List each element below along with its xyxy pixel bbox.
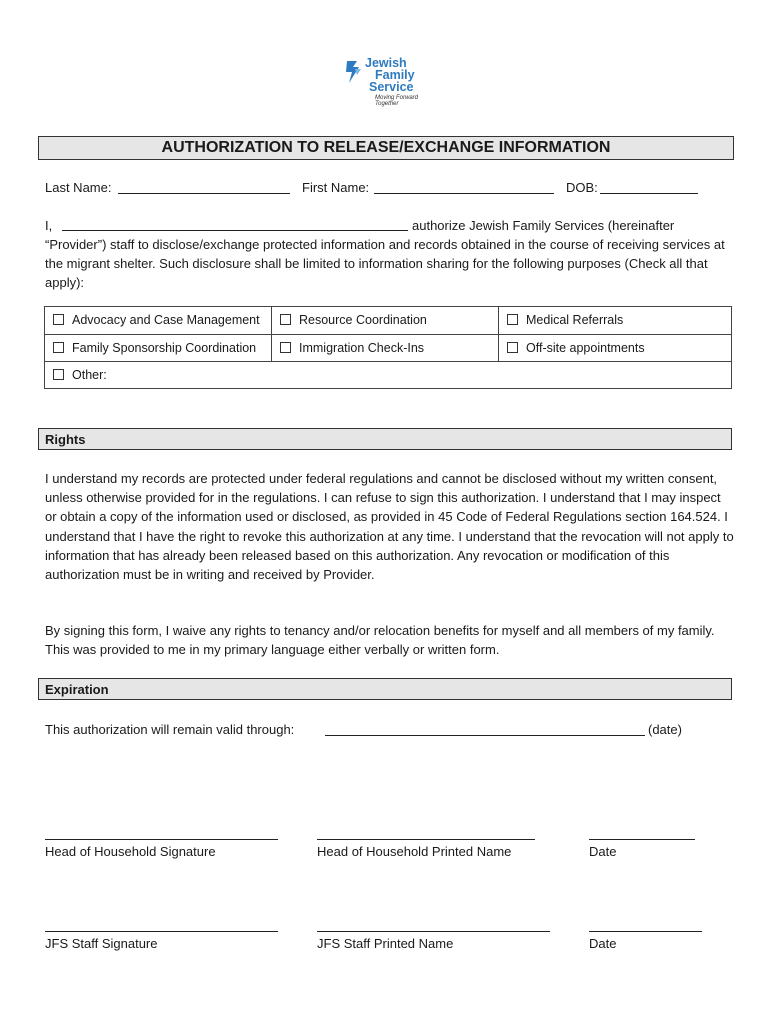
- rights-heading: Rights: [38, 428, 732, 450]
- logo-line-2: Family: [375, 68, 415, 82]
- intro-paragraph: “Provider”) staff to disclose/exchange protected information and records obtained in the course of receiving services at the migrant shelter. Such disclosure shall be limited to information sharing for the following purposes (Check all that apply):: [45, 237, 725, 291]
- checkbox-icon[interactable]: [507, 314, 518, 325]
- expiration-date-field[interactable]: [325, 735, 645, 736]
- dob-field[interactable]: [600, 193, 698, 194]
- logo-line-3: Service: [369, 80, 414, 94]
- staff-date-line[interactable]: [589, 931, 702, 932]
- first-name-field[interactable]: [374, 193, 554, 194]
- checkbox-icon[interactable]: [280, 342, 291, 353]
- dob-label: DOB:: [566, 180, 598, 195]
- logo-tagline: Moving Forward Together: [375, 95, 419, 107]
- hoh-date-label: Date: [589, 844, 617, 859]
- option-advocacy[interactable]: Advocacy and Case Management: [45, 307, 272, 335]
- intro-line-1: authorize Jewish Family Services (hereinafter: [412, 218, 675, 233]
- checkbox-icon[interactable]: [507, 342, 518, 353]
- rights-paragraph-2: By signing this form, I waive any rights to tenancy and/or relocation benefits for myself and all members of my family. This was provided to me in my primary language either verbally or written form.: [45, 623, 715, 658]
- jfs-logo: [343, 55, 433, 109]
- form-title: AUTHORIZATION TO RELEASE/EXCHANGE INFORMATION: [38, 136, 734, 160]
- checkbox-icon[interactable]: [280, 314, 291, 325]
- rights-paragraph-1: I understand my records are protected under federal regulations and cannot be disclosed without my written consent, unless otherwise provided for in the regulations. I can refuse to sign this authorization. I understand that I may inspect or obtain a copy of the information used or disclosed, as provided in 45 Code of Federal Regulations section 164.524. I understand that I have the right to revoke this authorization at any time. I understand that the revocation will not apply to information that has already been released based on this authorization. Any revocation or modification of this authorization must be in writing and received by Provider.: [45, 471, 734, 583]
- authorizer-name-field[interactable]: [62, 230, 408, 231]
- expiration-heading: Expiration: [38, 678, 732, 700]
- staff-printed-name-line[interactable]: [317, 931, 550, 932]
- option-medical-referrals[interactable]: Medical Referrals: [499, 307, 731, 335]
- option-offsite-appointments[interactable]: Off-site appointments: [499, 335, 731, 362]
- option-resource-coordination[interactable]: Resource Coordination: [272, 307, 499, 335]
- staff-signature-label: JFS Staff Signature: [45, 936, 158, 951]
- expiration-text: This authorization will remain valid through:: [45, 722, 295, 737]
- option-immigration-checkins[interactable]: Immigration Check-Ins: [272, 335, 499, 362]
- checkbox-icon[interactable]: [53, 314, 64, 325]
- hoh-date-line[interactable]: [589, 839, 695, 840]
- checkbox-icon[interactable]: [53, 342, 64, 353]
- hoh-signature-label: Head of Household Signature: [45, 844, 216, 859]
- logo-line-1: Jewish: [365, 56, 407, 70]
- jfs-swirl-logo-icon: [343, 59, 363, 85]
- staff-signature-line[interactable]: [45, 931, 278, 932]
- last-name-field[interactable]: [118, 193, 290, 194]
- hoh-printed-name-line[interactable]: [317, 839, 535, 840]
- option-other[interactable]: Other:: [45, 362, 731, 388]
- purposes-table: [44, 306, 732, 389]
- hoh-signature-line[interactable]: [45, 839, 278, 840]
- checkbox-icon[interactable]: [53, 369, 64, 380]
- staff-date-label: Date: [589, 936, 617, 951]
- option-family-sponsorship[interactable]: Family Sponsorship Coordination: [45, 335, 272, 362]
- expiration-date-suffix: (date): [648, 722, 682, 737]
- intro-prefix: I,: [45, 218, 53, 233]
- staff-printed-name-label: JFS Staff Printed Name: [317, 936, 454, 951]
- first-name-label: First Name:: [302, 180, 370, 195]
- hoh-printed-name-label: Head of Household Printed Name: [317, 844, 512, 859]
- last-name-label: Last Name:: [45, 180, 112, 195]
